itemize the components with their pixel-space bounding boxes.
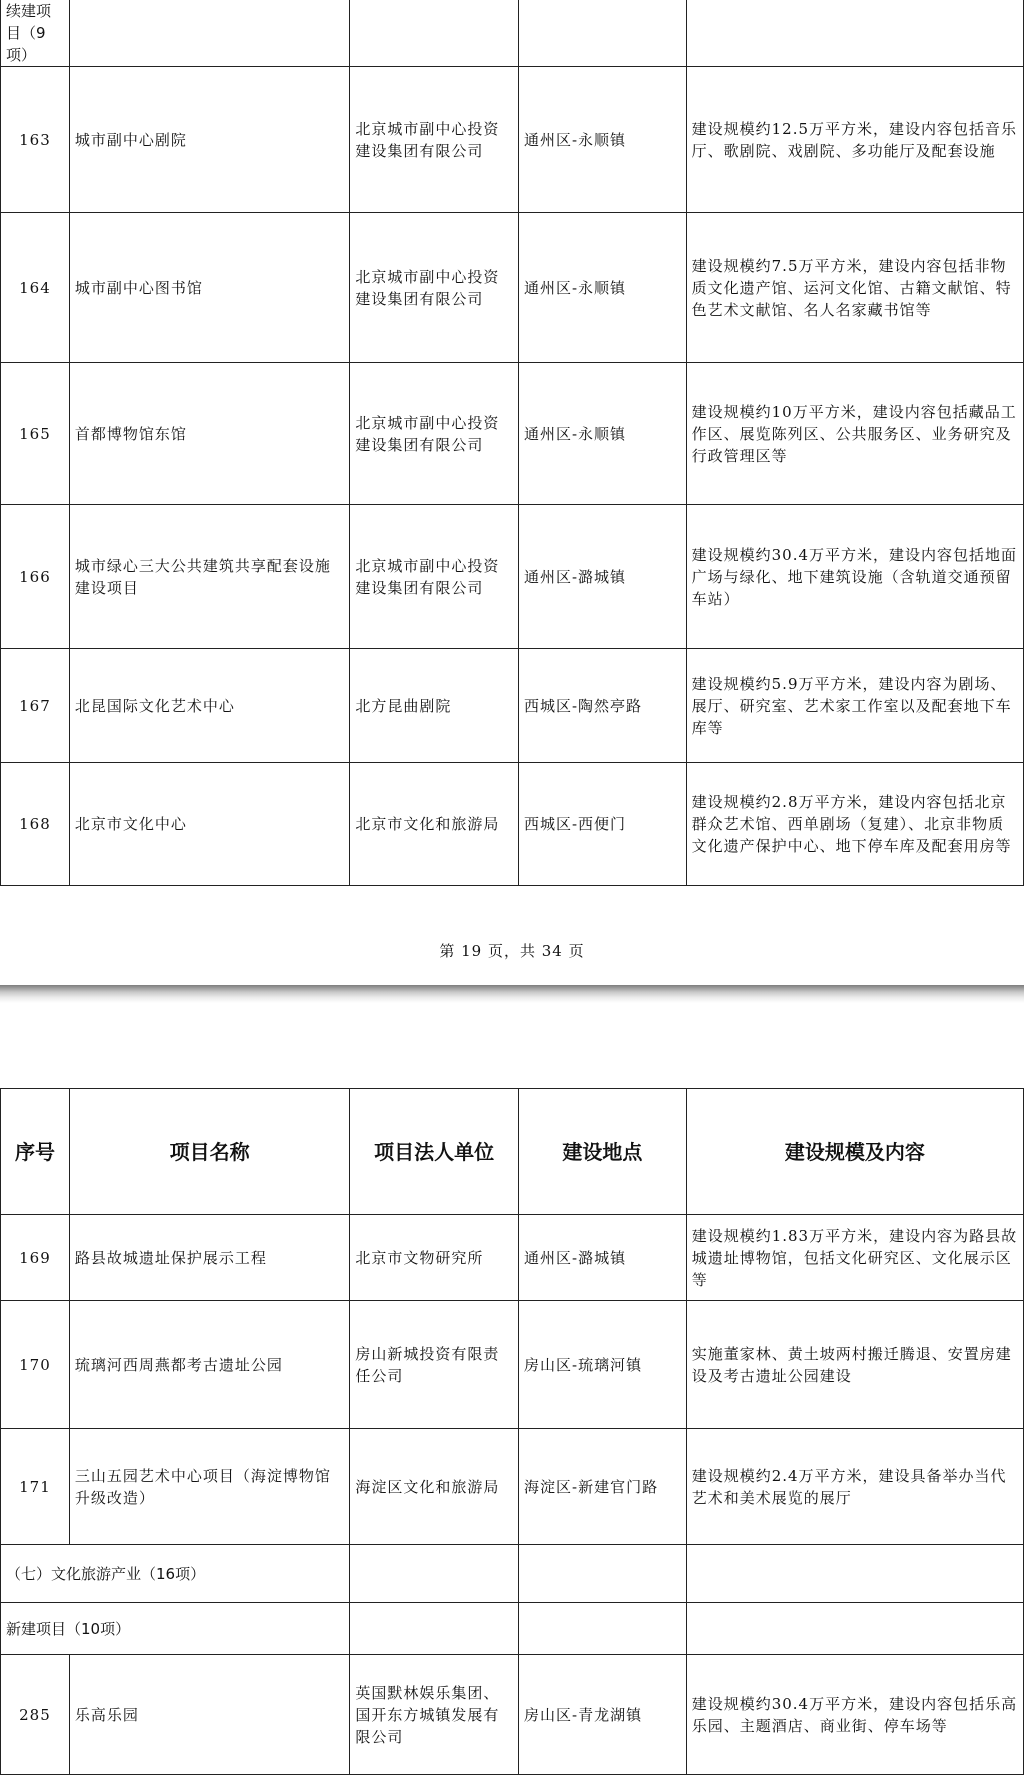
row-number: 164 [1, 213, 70, 363]
scale-content: 建设规模约5.9万平方米，建设内容为剧场、展厅、研究室、艺术家工作室以及配套地下车库等 [686, 649, 1023, 763]
project-name: 北京市文化中心 [69, 763, 349, 886]
location: 房山区-青龙湖镇 [519, 1655, 687, 1775]
page-20 [0, 1003, 1024, 1746]
table-row [1, 213, 1024, 363]
row-number: 165 [1, 363, 70, 505]
row-number: 170 [1, 1301, 70, 1429]
section-row [1, 0, 1024, 67]
project-name: 城市副中心图书馆 [69, 213, 349, 363]
legal-entity: 英国默林娱乐集团、国开东方城镇发展有限公司 [350, 1655, 519, 1775]
project-name: 路县故城遗址保护展示工程 [69, 1215, 349, 1301]
location: 通州区-永顺镇 [518, 213, 686, 363]
header-unit: 项目法人单位 [350, 1089, 519, 1215]
scale-content: 建设规模约30.4万平方米，建设内容包括地面广场与绿化、地下建筑设施（含轨道交通预留车站） [686, 505, 1023, 649]
location: 海淀区-新建官门路 [519, 1429, 687, 1545]
location: 房山区-琉璃河镇 [519, 1301, 687, 1429]
location: 通州区-永顺镇 [518, 363, 686, 505]
location: 通州区-潞城镇 [518, 505, 686, 649]
scale-content: 建设规模约7.5万平方米，建设内容包括非物质文化遗产馆、运河文化馆、古籍文献馆、特色艺术文献馆、名人名家藏书馆等 [686, 213, 1023, 363]
project-name: 城市副中心剧院 [69, 67, 349, 213]
location: 通州区-永顺镇 [518, 67, 686, 213]
scale-content: 建设规模约1.83万平方米，建设内容为路县故城遗址博物馆，包括文化研究区、文化展示区等 [686, 1215, 1023, 1301]
header-row [1, 1089, 1024, 1215]
project-name: 三山五园艺术中心项目（海淀博物馆升级改造） [69, 1429, 349, 1545]
section-title: 新建项目（10项） [1, 1603, 350, 1655]
location: 西城区-陶然亭路 [518, 649, 686, 763]
legal-entity: 北京市文化和旅游局 [350, 763, 519, 886]
project-name: 琉璃河西周燕都考古遗址公园 [69, 1301, 349, 1429]
row-number: 166 [1, 505, 70, 649]
table-row [1, 1429, 1024, 1545]
row-number: 163 [1, 67, 70, 213]
project-name: 乐高乐园 [69, 1655, 349, 1775]
location: 通州区-潞城镇 [519, 1215, 687, 1301]
project-table-p19 [0, 0, 1024, 886]
category-title: （七）文化旅游产业（16项） [1, 1545, 350, 1603]
page-footer: 第 19 页，共 34 页 [439, 942, 585, 960]
row-number: 168 [1, 763, 70, 886]
project-name: 北昆国际文化艺术中心 [69, 649, 349, 763]
legal-entity: 北京城市副中心投资建设集团有限公司 [350, 213, 519, 363]
scale-content: 实施董家林、黄土坡两村搬迁腾退、安置房建设及考古遗址公园建设 [686, 1301, 1023, 1429]
legal-entity: 北京城市副中心投资建设集团有限公司 [350, 363, 519, 505]
legal-entity: 房山新城投资有限责任公司 [350, 1301, 519, 1429]
legal-entity: 北京城市副中心投资建设集团有限公司 [350, 67, 519, 213]
header-location: 建设地点 [519, 1089, 687, 1215]
header-desc: 建设规模及内容 [686, 1089, 1023, 1215]
page-separator [0, 985, 1024, 1003]
legal-entity: 北京城市副中心投资建设集团有限公司 [350, 505, 519, 649]
legal-entity: 北京市文物研究所 [350, 1215, 519, 1301]
project-name: 城市绿心三大公共建筑共享配套设施建设项目 [69, 505, 349, 649]
scale-content: 建设规模约12.5万平方米，建设内容包括音乐厅、歌剧院、戏剧院、多功能厅及配套设施 [686, 67, 1023, 213]
category-row [1, 1545, 1024, 1603]
row-number: 285 [1, 1655, 70, 1775]
section-title: 续建项目（9项） [1, 0, 70, 67]
scale-content: 建设规模约2.4万平方米，建设具备举办当代艺术和美术展览的展厅 [686, 1429, 1023, 1545]
table-row [1, 505, 1024, 649]
table-row [1, 67, 1024, 213]
row-number: 171 [1, 1429, 70, 1545]
table-row [1, 363, 1024, 505]
project-table-p20 [0, 1088, 1024, 1775]
scale-content: 建设规模约2.8万平方米，建设内容包括北京群众艺术馆、西单剧场（复建）、北京非物质文化遗产保护中心、地下停车库及配套用房等 [686, 763, 1023, 886]
location: 西城区-西便门 [518, 763, 686, 886]
table-row [1, 1215, 1024, 1301]
project-name: 首都博物馆东馆 [69, 363, 349, 505]
row-number: 169 [1, 1215, 70, 1301]
table-row [1, 763, 1024, 886]
legal-entity: 北方昆曲剧院 [350, 649, 519, 763]
header-name: 项目名称 [69, 1089, 349, 1215]
scale-content: 建设规模约10万平方米，建设内容包括藏品工作区、展览陈列区、公共服务区、业务研究及行政管理区等 [686, 363, 1023, 505]
table-row [1, 649, 1024, 763]
section-row [1, 1603, 1024, 1655]
header-no: 序号 [1, 1089, 70, 1215]
row-number: 167 [1, 649, 70, 763]
scale-content: 建设规模约30.4万平方米，建设内容包括乐高乐园、主题酒店、商业街、停车场等 [686, 1655, 1023, 1775]
table-row [1, 1655, 1024, 1775]
legal-entity: 海淀区文化和旅游局 [350, 1429, 519, 1545]
table-row [1, 1301, 1024, 1429]
